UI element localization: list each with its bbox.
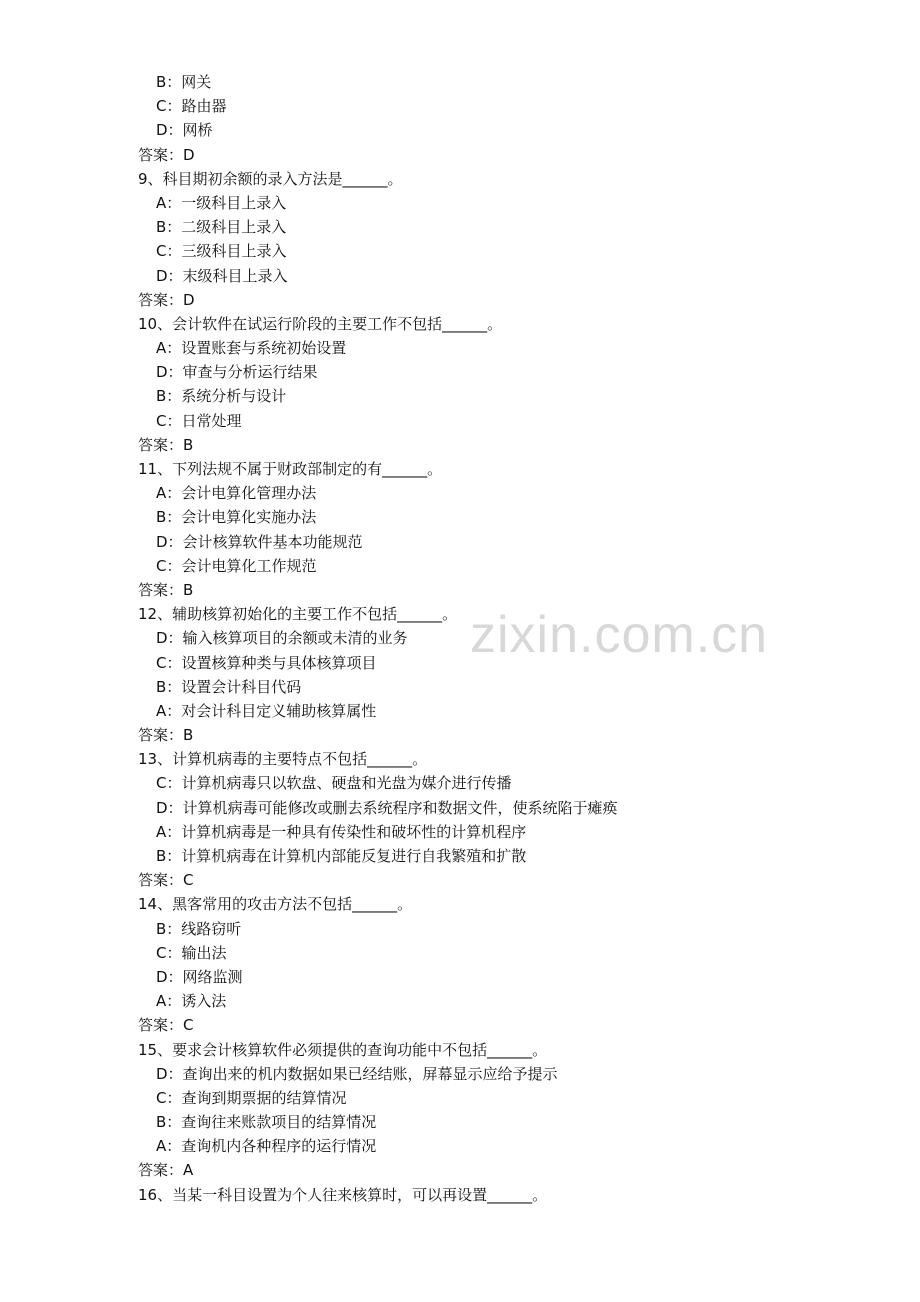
answer-option: C：设置核算种类与具体核算项目: [156, 653, 377, 672]
answer-option: B：网关: [156, 73, 212, 91]
answer-option: C：输出法: [156, 943, 227, 962]
answer-option: A：查询机内各种程序的运行情况: [156, 1137, 377, 1156]
answer-option: B：计算机病毒在计算机内部能反复进行自我繁殖和扩散: [156, 847, 527, 865]
answer-key: 答案：B: [138, 726, 194, 745]
question-stem: 16、当某一科目设置为个人往来核算时，可以再设置______。: [138, 1185, 548, 1204]
answer-option: A：一级科目上录入: [156, 193, 287, 212]
answer-option: C：日常处理: [156, 411, 242, 430]
answer-option: B：会计电算化实施办法: [156, 508, 317, 527]
question-stem: 11、下列法规不属于财政部制定的有______。: [138, 460, 443, 478]
question-stem: 12、辅助核算初始化的主要工作不包括______。: [138, 605, 458, 624]
answer-option: D：网络监测: [156, 967, 243, 986]
answer-option: C：查询到期票据的结算情况: [156, 1088, 347, 1107]
answer-option: A：诱入法: [156, 992, 227, 1011]
answer-option: C：三级科目上录入: [156, 242, 287, 261]
answer-option: B：线路窃听: [156, 919, 242, 938]
answer-option: D：计算机病毒可能修改或删去系统程序和数据文件，使系统陷于瘫痪: [156, 798, 618, 817]
question-stem: 13、计算机病毒的主要特点不包括______。: [138, 750, 428, 769]
answer-key: 答案：D: [138, 145, 195, 164]
answer-option: B：系统分析与设计: [156, 387, 287, 406]
watermark: zixin.com.cn: [470, 606, 769, 664]
answer-option: D：输入核算项目的余额或未清的业务: [156, 629, 408, 648]
answer-option: D：会计核算软件基本功能规范: [156, 532, 363, 551]
answer-key: 答案：C: [138, 871, 194, 890]
question-stem: 14、黑客常用的攻击方法不包括______。: [138, 895, 413, 914]
answer-option: B：查询往来账款项目的结算情况: [156, 1113, 377, 1132]
question-stem: 9、科目期初余额的录入方法是______。: [138, 169, 403, 188]
document-body: [0, 70, 920, 1207]
answer-key: 答案：D: [138, 290, 195, 309]
answer-option: C：计算机病毒只以软盘、硬盘和光盘为媒介进行传播: [156, 774, 512, 793]
answer-option: A：会计电算化管理办法: [156, 484, 317, 503]
answer-option: B：二级科目上录入: [156, 218, 287, 237]
answer-option: A：对会计科目定义辅助核算属性: [156, 701, 377, 720]
answer-option: C：会计电算化工作规范: [156, 556, 317, 575]
question-stem: 10、会计软件在试运行阶段的主要工作不包括______。: [138, 314, 503, 333]
question-stem: 15、要求会计核算软件必须提供的查询功能中不包括______。: [138, 1040, 548, 1059]
answer-key: 答案：C: [138, 1016, 194, 1035]
answer-option: B：设置会计科目代码: [156, 677, 302, 696]
answer-key: 答案：A: [138, 1161, 194, 1180]
answer-option: A：设置账套与系统初始设置: [156, 339, 347, 358]
answer-option: D：审查与分析运行结果: [156, 363, 318, 382]
answer-key: 答案：B: [138, 435, 194, 454]
answer-option: A：计算机病毒是一种具有传染性和破坏性的计算机程序: [156, 822, 527, 841]
answer-option: D：查询出来的机内数据如果已经结账，屏幕显示应给予提示: [156, 1064, 558, 1083]
answer-option: D：网桥: [156, 121, 213, 140]
answer-key: 答案：B: [138, 580, 194, 599]
answer-option: C：路由器: [156, 97, 227, 116]
answer-option: D：末级科目上录入: [156, 266, 288, 285]
